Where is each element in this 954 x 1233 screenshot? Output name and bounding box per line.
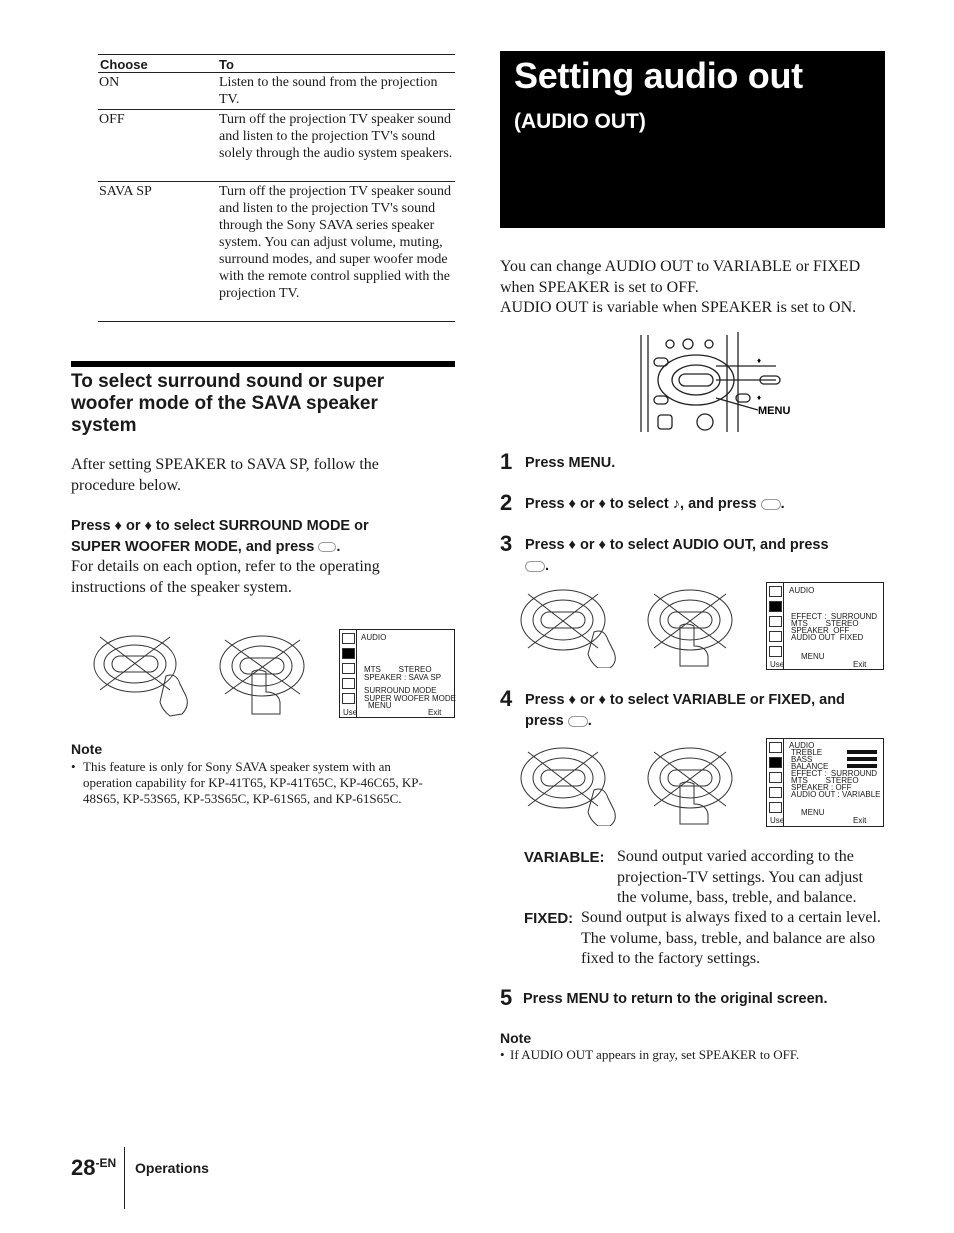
timer-icon <box>769 616 782 627</box>
note-heading: Note <box>500 1030 532 1046</box>
enter-button-icon <box>318 542 336 552</box>
table-cell-choose: OFF <box>99 112 125 127</box>
joystick-illustration <box>90 632 315 717</box>
table-row <box>98 182 455 322</box>
remote-control-illustration <box>636 330 806 435</box>
menu-icon <box>769 742 782 753</box>
footer-section: Operations <box>135 1160 209 1176</box>
variable-text: Sound output varied according to the projection-TV settings. You can adjust the volume, bass, treble, and balance. <box>617 848 863 906</box>
section-intro: After setting SPEAKER to SAVA SP, follow the procedure below. <box>71 456 379 494</box>
joystick-press-enter-icon <box>220 636 304 714</box>
instruction-heading-text: Press ♦ or ♦ to select SURROUND MODE or SUPER WOOFER MODE, and press <box>71 518 369 555</box>
step-2-text: Press ♦ or ♦ to select ♪, and press . <box>525 496 785 512</box>
enter-button-icon <box>568 716 588 727</box>
menu-label: MENU <box>758 405 791 417</box>
setup-icon <box>342 678 355 689</box>
col-header-choose: Choose <box>100 57 148 72</box>
instruction-heading: Press ♦ or ♦ to select SURROUND MODE or SUPER WOOFER MODE, and press . <box>71 518 369 555</box>
timer-icon <box>342 663 355 674</box>
step-1-text: Press MENU. <box>525 455 616 471</box>
step-5-text: Press MENU to return to the original screen. <box>523 991 828 1007</box>
audio-icon <box>769 601 782 612</box>
note-text: • If AUDIO OUT appears in gray, set SPEAKER to OFF. <box>500 1047 800 1062</box>
step-number: 2 <box>500 490 513 515</box>
treble-level-bar <box>847 750 877 754</box>
video-icon <box>769 802 782 813</box>
audio-menu-screen-step4: AUDIO TREBLE BASS BALANCE EFFECT : SURROUND MTS STEREO SPEAKER : OFF AUDIO OUT : VARIABLE MENU Use Exit <box>766 738 884 827</box>
note-heading: Note <box>71 741 103 757</box>
step-3-text: Press ♦ or ♦ to select AUDIO OUT, and press . <box>525 537 829 574</box>
table-header <box>98 54 455 73</box>
step-number: 3 <box>500 531 513 556</box>
col-header-to: To <box>219 57 234 72</box>
joystick-press-updown-icon <box>94 636 187 716</box>
audio-icon <box>342 648 355 659</box>
timer-icon <box>769 772 782 783</box>
bass-level-bar <box>847 757 877 761</box>
variable-label: VARIABLE: <box>524 849 605 866</box>
enter-button-icon <box>525 561 545 572</box>
enter-button-icon <box>761 499 781 510</box>
table-cell-to: Turn off the projection TV speaker sound and listen to the projection TV's sound through the Sony SAVA series speaker system. You can adjust volume, muting, surround modes, and super woofer mode with the remote control supplied with the projection TV. <box>219 184 452 301</box>
setup-icon <box>769 787 782 798</box>
table-row <box>98 73 455 110</box>
step-number: 5 <box>500 985 513 1010</box>
joystick-illustration-step4 <box>518 744 743 826</box>
step-4-text: Press ♦ or ♦ to select VARIABLE or FIXED, and press . <box>525 692 845 729</box>
svg-text:♦: ♦ <box>757 356 762 365</box>
menu-icon <box>769 586 782 597</box>
step-number: 4 <box>500 686 513 711</box>
instruction-text: For details on each option, refer to the operating instructions of the speaker system. <box>71 558 380 596</box>
balance-level-bar <box>847 764 877 768</box>
table-cell-choose: SAVA SP <box>99 184 152 199</box>
step-number: 1 <box>500 449 513 474</box>
section-title: To select surround sound or super woofer mode of the SAVA speaker system <box>71 371 385 436</box>
page-title: Setting audio out <box>514 55 803 96</box>
video-icon <box>342 693 355 704</box>
audio-menu-screen-step3: AUDIO EFFECT : SURROUND MTS STEREO SPEAKER OFF AUDIO OUT FIXED MENU Use Exit <box>766 582 884 670</box>
page-number: $28^{-EN}$ <box>71 1155 117 1180</box>
options-table <box>98 54 455 322</box>
joystick-illustration-step3 <box>518 586 743 668</box>
setup-icon <box>769 631 782 642</box>
menu-icon <box>342 633 355 644</box>
table-cell-to: Listen to the sound from the projection TV. <box>219 75 438 107</box>
table-cell-choose: ON <box>99 75 120 90</box>
fixed-text: Sound output is always fixed to a certain level. The volume, bass, treble, and balance are also fixed to the factory settings. <box>581 909 881 967</box>
section-divider <box>71 361 455 367</box>
audio-icon <box>769 757 782 768</box>
intro-paragraph-2: AUDIO OUT is variable when SPEAKER is set to ON. <box>500 299 857 316</box>
video-icon <box>769 646 782 657</box>
page-subtitle: (AUDIO OUT) <box>514 110 646 133</box>
title-banner <box>500 51 885 228</box>
note-text: • This feature is only for Sony SAVA speaker system with an operation capability for KP-41T65, KP-41T65C, KP-46C65, KP-48S65, KP-53S65, KP-53S65C, KP-61S65, and KP-61S65C. <box>71 759 423 806</box>
table-cell-to: Turn off the projection TV speaker sound and listen to the projection TV's sound solely through the audio system speakers. <box>219 112 453 161</box>
intro-paragraph-1: You can change AUDIO OUT to VARIABLE or FIXED when SPEAKER is set to OFF. <box>500 258 861 296</box>
footer-divider <box>124 1147 125 1209</box>
table-row <box>98 110 455 182</box>
fixed-label: FIXED: <box>524 910 574 927</box>
audio-menu-screen: AUDIO MTS STEREO SPEAKER : SAVA SP SURROUND MODE SUPER WOOFER MODE MENU Use Exit <box>339 629 455 718</box>
svg-text:♦: ♦ <box>757 393 762 402</box>
